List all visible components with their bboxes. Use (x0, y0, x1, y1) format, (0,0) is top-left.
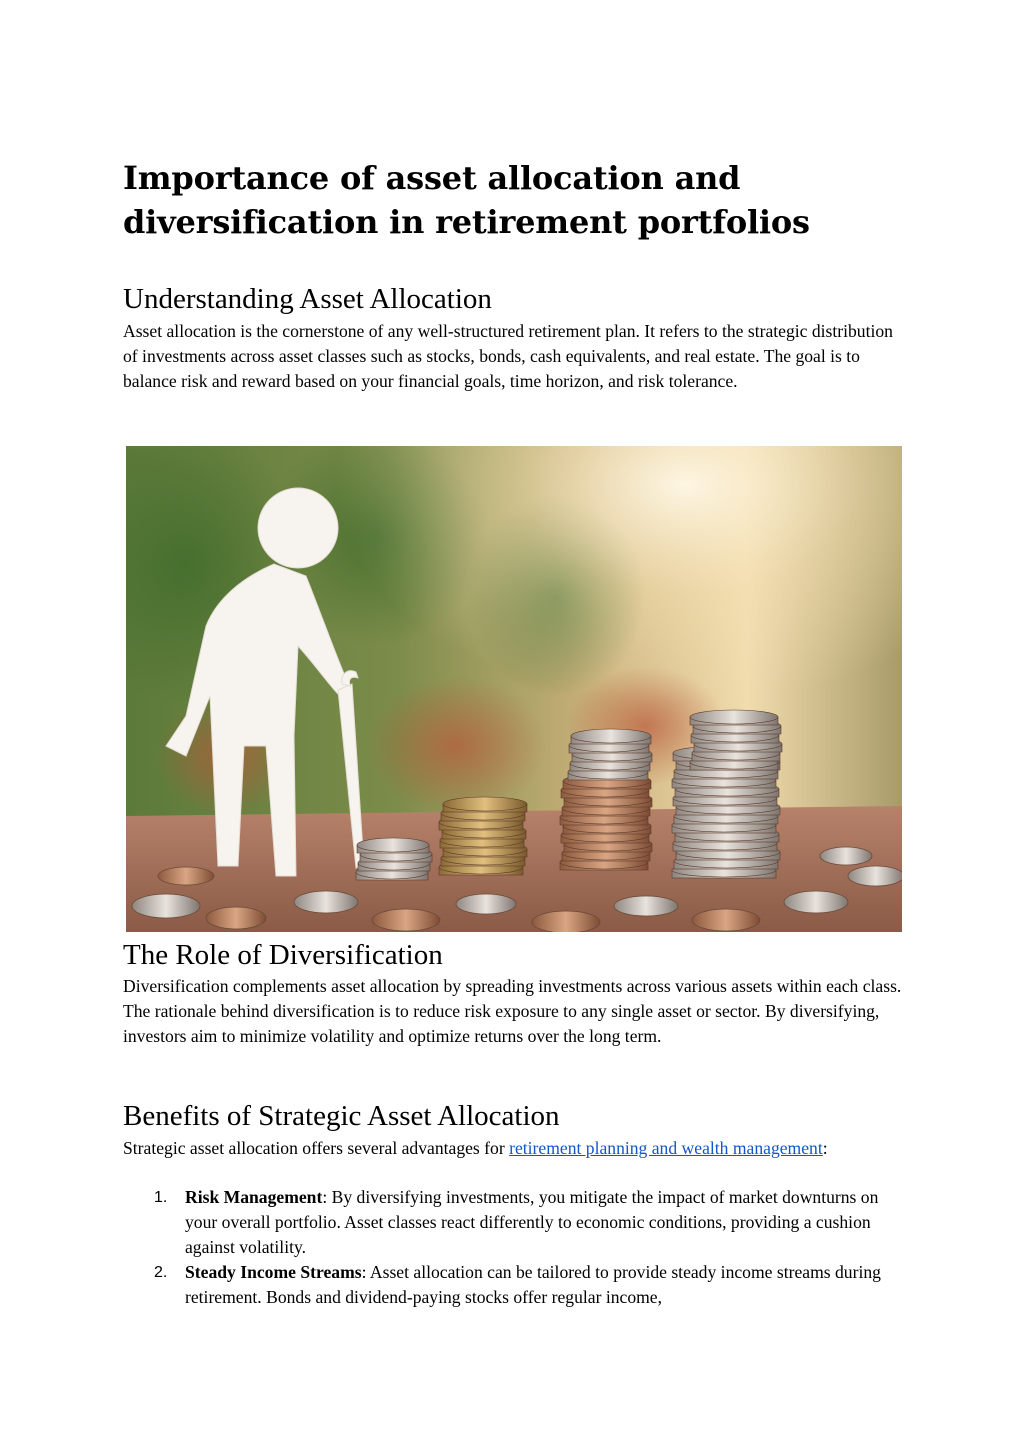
section-body-asset-allocation: Asset allocation is the cornerstone of any well-structured retirement plan. It refers to the strategic distribution of investments across asset classes such as stocks, bonds, cash equivalents, and real estate. The goal is to balance risk and reward based on your financial goals, time horizon, and risk tolerance. (123, 321, 893, 391)
intro-colon: : (822, 1138, 828, 1158)
retirement-coins-photo (126, 446, 902, 932)
section-heading-diversification: The Role of Diversification (123, 939, 443, 971)
list-number: 2. (154, 1264, 168, 1281)
list-item (123, 1185, 903, 1260)
section-heading-asset-allocation: Understanding Asset Allocation (123, 283, 492, 315)
intro-text: Strategic asset allocation offers several advantages for (123, 1138, 510, 1158)
list-number: 1. (154, 1189, 168, 1206)
list-term: Steady Income Streams (185, 1262, 362, 1282)
list-text: : By diversifying investments, you mitigate the impact of market downturns on your overall portfolio. Asset classes react differently to economic conditions, providing a cushion against volatility. (185, 1187, 879, 1257)
benefits-list (123, 1185, 903, 1310)
section-intro-benefits (123, 1136, 903, 1161)
list-term: Risk Management (185, 1187, 323, 1207)
list-text: : Asset allocation can be tailored to provide steady income streams during retirement. Bonds and dividend-paying stocks offer regular income, (185, 1262, 881, 1307)
list-item (123, 1260, 903, 1310)
retirement-planning-link[interactable]: retirement planning and wealth management (509, 1138, 823, 1158)
document-title: Importance of asset allocation and diversification in retirement portfolios (123, 159, 810, 241)
section-body-diversification: Diversification complements asset allocation by spreading investments across various assets within each class. The rationale behind diversification is to reduce risk exposure to any single asset or sector. By diversifying, investors aim to minimize volatility and optimize returns over the long term. (123, 976, 902, 1046)
section-heading-benefits: Benefits of Strategic Asset Allocation (123, 1100, 560, 1132)
